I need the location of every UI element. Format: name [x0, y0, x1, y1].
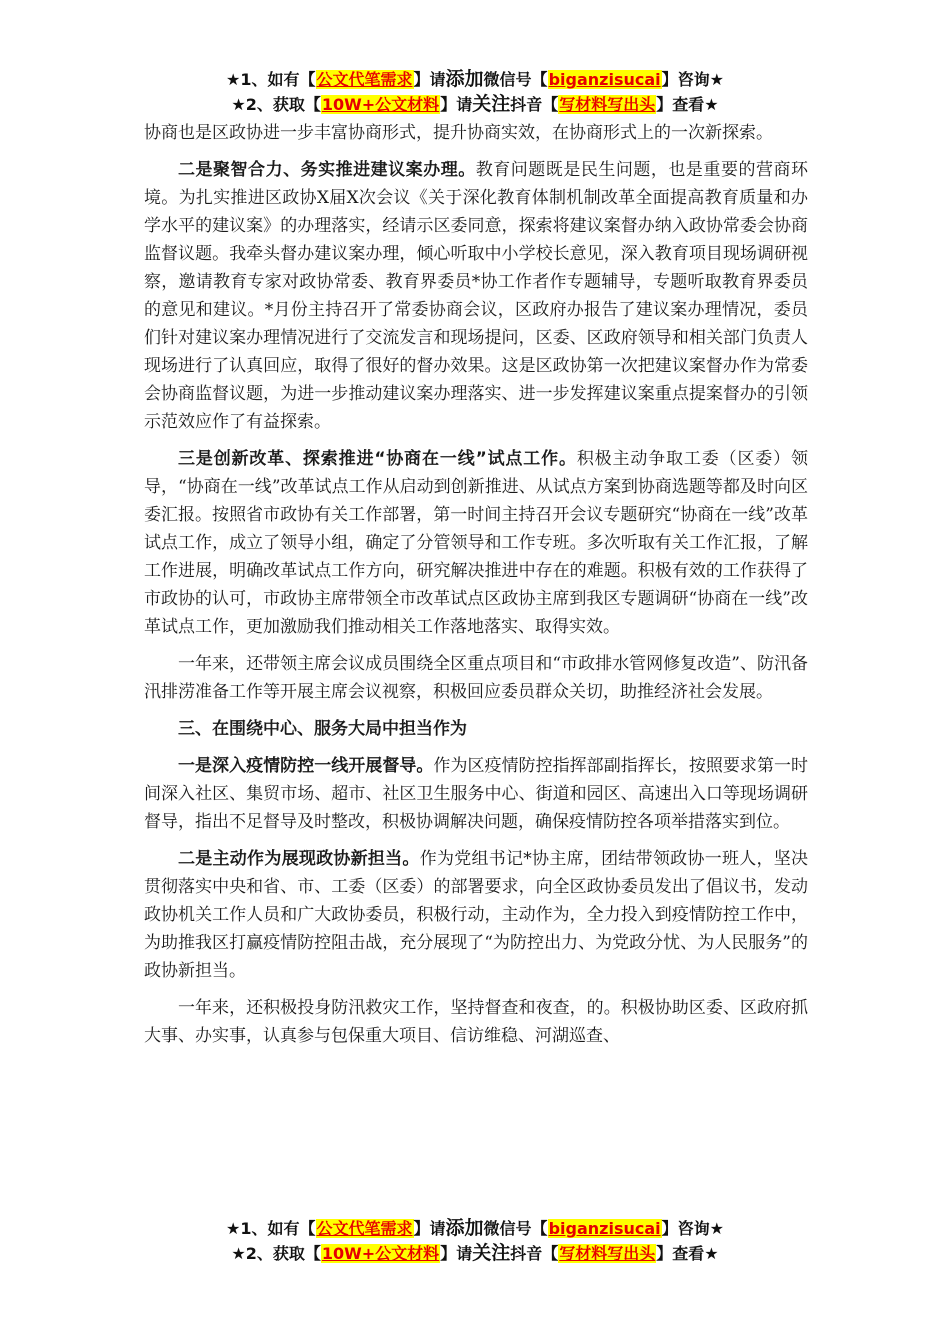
paragraph: [144, 650, 808, 706]
banner-text: 】查看★: [656, 1244, 719, 1263]
paragraph: [144, 994, 808, 1050]
section-heading-text: 三、在围绕中心、服务大局中担当作为: [178, 719, 467, 739]
banner-text: 微信号【: [483, 1219, 548, 1238]
paragraph-lead: 二是主动作为展现政协新担当。: [178, 849, 420, 869]
highlight-douyin-account[interactable]: 写材料写出头: [559, 95, 656, 114]
paragraph: [144, 445, 808, 641]
banner-text: 抖音【: [510, 95, 559, 114]
banner-text: 】请: [413, 70, 446, 89]
paragraph-text: 协商也是区政协进一步丰富协商形式，提升协商实效，在协商形式上的一次新探索。: [144, 123, 773, 143]
banner-text: ★2、获取【: [231, 1244, 321, 1263]
banner-line-2: [0, 92, 950, 117]
banner-emphasis: 添加: [445, 1217, 484, 1239]
paragraph-text: 积极主动争取工委（区委）领导，“协商在一线”改革试点工作从启动到创新推进、从试点方案到协商选题等都及时向区委汇报。按照省市政协有关工作部署，第一时间主持召开会议专题研究“协商在一线”改革试点工作，成立了领导小组，确定了分管领导和工作专班。多次听取有关工作汇报，了解工作进展，明确改革试点工作方向，研究解决推进中存在的难题。积极有效的工作获得了市政协的认可，市政协主席带领全市改革试点区政协主席到我区专题调研“协商在一线”改革试点工作，更加激励我们推动相关工作落地落实、取得实效。: [144, 449, 808, 637]
highlight-materials[interactable]: 10W+公文材料: [321, 95, 440, 114]
banner-text: ★1、如有【: [226, 1219, 316, 1238]
section-heading: [144, 715, 808, 743]
paragraph-lead: 二是聚智合力、务实推进建议案办理。: [178, 160, 476, 180]
paragraph-lead: 一是深入疫情防控一线开展督导。: [178, 756, 434, 776]
banner-text: 】请: [440, 1244, 473, 1263]
paragraph-text: 作为党组书记*协主席，团结带领政协一班人，坚决贯彻落实中央和省、市、工委（区委）的部署要求，向全区政协委员发出了倡议书，发动政协机关工作人员和广大政协委员，积极行动，主动作为，全力投入到疫情防控工作中，为助推我区打赢疫情防控阻击战，充分展现了“为防控出力、为党政分忧、为人民服务”的政协新担当。: [144, 849, 809, 981]
paragraph-text: 一年来，还积极投身防汛救灾工作，坚持督查和夜查，的。积极协助区委、区政府抓大事、办实事，认真参与包保重大项目、信访维稳、河湖巡查、: [144, 998, 808, 1046]
banner-text: 】请: [440, 95, 473, 114]
banner-text: 】咨询★: [661, 70, 724, 89]
banner-text: ★1、如有【: [226, 70, 316, 89]
header-banner: [0, 67, 950, 117]
banner-text: 抖音【: [510, 1244, 559, 1263]
paragraph: [144, 845, 808, 985]
banner-text: ★2、获取【: [231, 95, 321, 114]
banner-text: 】查看★: [656, 95, 719, 114]
banner-emphasis: 添加: [445, 68, 484, 90]
paragraph-text: 一年来，还带领主席会议成员围绕全区重点项目和“市政排水管网修复改造”、防汛备汛排涝准备工作等开展主席会议视察，积极回应委员群众关切，助推经济社会发展。: [144, 654, 808, 702]
paragraph-text: 教育问题既是民生问题，也是重要的营商环境。为扎实推进区政协X届X次会议《关于深化教育体制机制改革全面提高教育质量和办学水平的建议案》的办理落实，经请示区委同意，探索将建议案督办纳入政协常委会协商监督议题。我牵头督办建议案办理，倾心听取中小学校长意见，深入教育项目现场调研视察，邀请教育专家对政协常委、教育界委员*协工作者作专题辅导，专题听取教育界委员的意见和建议。*月份主持召开了常委协商会议，区政府办报告了建议案办理情况，委员们针对建议案办理情况进行了交流发言和现场提问，区委、区政府领导和相关部门负责人现场进行了认真回应，取得了很好的督办效果。这是区政协第一次把建议案督办作为常委会协商监督议题，为进一步推动建议案办理落实、进一步发挥建议案重点提案督办的引领示范效应作了有益探索。: [144, 160, 809, 432]
paragraph-lead: 三是创新改革、探索推进“协商在一线”试点工作。: [178, 449, 577, 469]
banner-emphasis: 关注: [472, 93, 511, 115]
banner-text: 微信号【: [483, 70, 548, 89]
document-body: [144, 119, 808, 1059]
highlight-service[interactable]: 公文代笔需求: [316, 70, 413, 89]
footer-banner: [0, 1216, 950, 1266]
highlight-wechat-id[interactable]: biganzisucai: [548, 70, 661, 89]
paragraph: [144, 752, 808, 836]
banner-emphasis: 关注: [472, 1242, 511, 1264]
paragraph: [144, 156, 808, 436]
highlight-wechat-id[interactable]: biganzisucai: [548, 1219, 661, 1238]
highlight-douyin-account[interactable]: 写材料写出头: [559, 1244, 656, 1263]
highlight-materials[interactable]: 10W+公文材料: [321, 1244, 440, 1263]
banner-line-2: [0, 1241, 950, 1266]
banner-line-1: [0, 1216, 950, 1241]
paragraph: [144, 119, 808, 147]
banner-text: 】请: [413, 1219, 446, 1238]
highlight-service[interactable]: 公文代笔需求: [316, 1219, 413, 1238]
paragraph-text: 作为区疫情防控指挥部副指挥长，按照要求第一时间深入社区、集贸市场、超市、社区卫生服务中心、街道和园区、高速出入口等现场调研督导，指出不足督导及时整改，积极协调解决问题，确保疫情防控各项举措落实到位。: [144, 756, 809, 832]
banner-text: 】咨询★: [661, 1219, 724, 1238]
banner-line-1: [0, 67, 950, 92]
